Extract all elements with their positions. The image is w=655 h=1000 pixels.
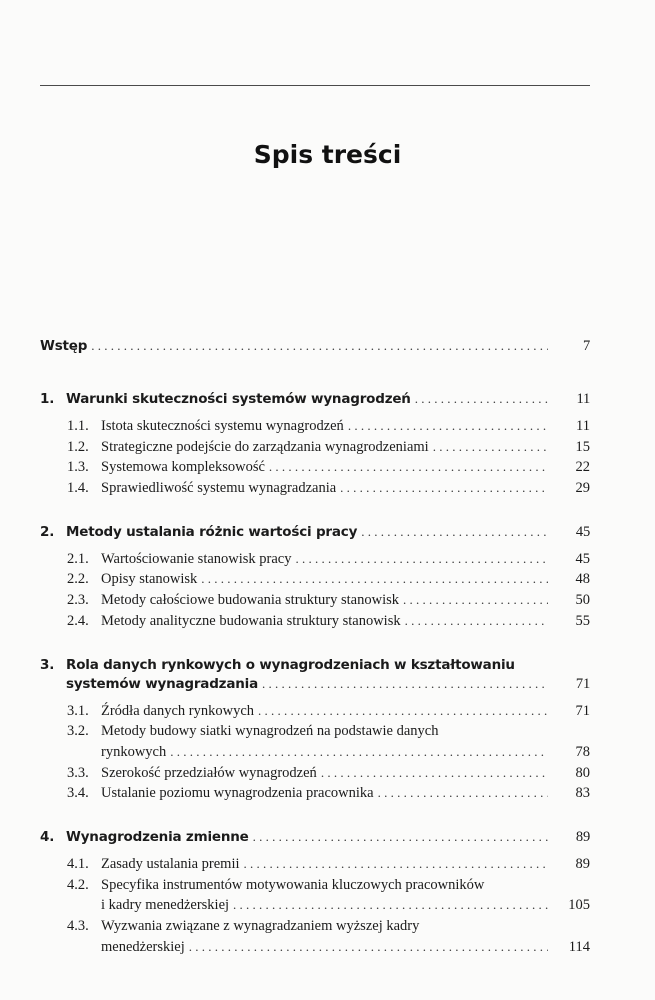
toc-chapter-heading[interactable] bbox=[40, 657, 590, 673]
toc-chapter-2 bbox=[40, 524, 590, 634]
dot-leader bbox=[269, 459, 548, 475]
toc-subsection-continued[interactable] bbox=[67, 939, 590, 960]
dot-leader bbox=[258, 703, 548, 719]
toc-page-number: 89 bbox=[575, 855, 590, 872]
toc-page-number: 71 bbox=[575, 702, 590, 719]
toc-subsection[interactable] bbox=[67, 459, 590, 480]
subsection-title: Metody analityczne budowania struktury stanowisk bbox=[101, 612, 401, 629]
toc-page-number: 45 bbox=[575, 550, 590, 567]
dot-leader bbox=[233, 897, 548, 913]
subsection-number: 3.4. bbox=[67, 785, 89, 802]
subsection-title: Sprawiedliwość systemu wynagradzania bbox=[101, 480, 337, 497]
toc-subsection[interactable] bbox=[67, 877, 590, 898]
dot-leader bbox=[378, 785, 548, 801]
dot-leader bbox=[415, 391, 548, 407]
chapter-title: Wynagrodzenia zmienne bbox=[66, 828, 249, 845]
toc-chapter-heading-continued[interactable] bbox=[40, 676, 590, 693]
toc-subsection-continued[interactable] bbox=[67, 897, 590, 918]
dot-leader bbox=[433, 439, 548, 455]
subsection-number: 3.3. bbox=[67, 764, 89, 781]
toc-subsection-continued[interactable] bbox=[67, 744, 590, 765]
subsection-number: 2.1. bbox=[67, 550, 89, 567]
toc-subsection[interactable] bbox=[67, 613, 590, 634]
toc-chapter-3 bbox=[40, 657, 590, 806]
toc-subsections bbox=[40, 418, 590, 501]
toc-entry-wstep[interactable] bbox=[40, 338, 590, 368]
subsection-number: 4.1. bbox=[67, 855, 89, 872]
toc-page-number: 78 bbox=[575, 743, 590, 760]
toc-page-number: 50 bbox=[575, 592, 590, 609]
toc-subsection[interactable] bbox=[67, 765, 590, 786]
subsection-title: Wartościowanie stanowisk pracy bbox=[101, 550, 292, 567]
toc-page-number: 55 bbox=[575, 612, 590, 629]
subsection-number: 2.2. bbox=[67, 571, 89, 588]
subsection-number: 3.1. bbox=[67, 702, 89, 719]
toc-chapter-heading[interactable] bbox=[40, 829, 590, 846]
subsection-title: Systemowa kompleksowość bbox=[101, 459, 265, 476]
subsection-number: 1.4. bbox=[67, 480, 89, 497]
toc-page-number: 11 bbox=[576, 391, 590, 407]
dot-leader bbox=[361, 524, 548, 540]
subsection-number: 4.2. bbox=[67, 876, 89, 893]
subsection-title-line-2: rynkowych bbox=[101, 743, 167, 760]
toc-page-number: 114 bbox=[568, 938, 590, 955]
toc-page-number: 71 bbox=[575, 675, 590, 692]
dot-leader bbox=[189, 939, 548, 955]
toc-page-number: 80 bbox=[575, 764, 590, 781]
chapter-title: Warunki skuteczności systemów wynagrodzeń bbox=[66, 391, 411, 407]
toc-subsection[interactable] bbox=[67, 480, 590, 501]
dot-leader bbox=[244, 856, 548, 872]
subsection-title-line-2: menedżerskiej bbox=[101, 938, 185, 955]
chapter-title-line-2: systemów wynagradzania bbox=[66, 675, 258, 692]
chapter-number: 3. bbox=[40, 656, 55, 673]
subsection-number: 4.3. bbox=[67, 918, 89, 934]
toc-chapter-1 bbox=[40, 391, 590, 501]
toc-page-number: 48 bbox=[575, 571, 590, 588]
toc-page-number: 29 bbox=[575, 480, 590, 497]
toc-subsection[interactable] bbox=[67, 551, 590, 572]
subsection-number: 3.2. bbox=[67, 723, 89, 740]
subsection-number: 1.2. bbox=[67, 438, 89, 455]
dot-leader bbox=[253, 829, 548, 845]
dot-leader bbox=[321, 765, 548, 781]
table-of-contents bbox=[40, 338, 590, 959]
subsection-title: Metody całościowe budowania struktury stanowisk bbox=[101, 592, 400, 609]
subsection-title: Szerokość przedziałów wynagrodzeń bbox=[101, 764, 317, 781]
toc-page-number: 11 bbox=[576, 418, 590, 434]
toc-subsection[interactable] bbox=[67, 785, 590, 806]
toc-subsection[interactable] bbox=[67, 703, 590, 724]
chapter-number: 1. bbox=[40, 391, 55, 407]
toc-chapter-heading[interactable] bbox=[40, 391, 590, 408]
subsection-number: 1.3. bbox=[67, 459, 89, 476]
subsection-number: 2.3. bbox=[67, 592, 89, 609]
dot-leader bbox=[403, 592, 548, 608]
subsection-title-line-2: i kadry menedżerskiej bbox=[101, 897, 230, 914]
chapter-number: 2. bbox=[40, 523, 55, 540]
toc-chapter-heading[interactable] bbox=[40, 524, 590, 541]
subsection-title: Istota skuteczności systemu wynagrodzeń bbox=[101, 418, 344, 434]
chapter-number: 4. bbox=[40, 828, 55, 845]
chapter-title-line-1: Rola danych rynkowych o wynagrodzeniach w kształtowaniu bbox=[66, 656, 515, 673]
subsection-title: Strategiczne podejście do zarządzania wynagrodzeniami bbox=[101, 438, 429, 455]
toc-chapter-4 bbox=[40, 829, 590, 959]
toc-subsection[interactable] bbox=[67, 856, 590, 877]
toc-page-number: 15 bbox=[575, 438, 590, 455]
toc-page-number: 89 bbox=[575, 828, 590, 845]
toc-subsection[interactable] bbox=[67, 723, 590, 744]
toc-subsection[interactable] bbox=[67, 592, 590, 613]
dot-leader bbox=[296, 551, 549, 567]
dot-leader bbox=[201, 571, 548, 587]
subsection-title-line-1: Specyfika instrumentów motywowania kluczowych pracowników bbox=[101, 876, 485, 893]
toc-subsection[interactable] bbox=[67, 571, 590, 592]
toc-subsections bbox=[40, 551, 590, 634]
subsection-title: Zasady ustalania premii bbox=[101, 855, 240, 872]
toc-page-number: 45 bbox=[575, 523, 590, 540]
top-rule bbox=[40, 85, 590, 86]
toc-page-number: 105 bbox=[568, 897, 590, 914]
subsection-number: 2.4. bbox=[67, 612, 89, 629]
subsection-title-line-1: Metody budowy siatki wynagrodzeń na podstawie danych bbox=[101, 723, 439, 740]
subsection-title-line-1: Wyzwania związane z wynagradzaniem wyższej kadry bbox=[101, 918, 420, 934]
dot-leader bbox=[91, 338, 548, 354]
toc-subsection[interactable] bbox=[67, 918, 590, 939]
dot-leader bbox=[262, 676, 548, 692]
toc-subsection[interactable] bbox=[67, 418, 590, 439]
chapter-title: Metody ustalania różnic wartości pracy bbox=[66, 523, 358, 540]
dot-leader bbox=[170, 744, 548, 760]
toc-page-number: 7 bbox=[582, 338, 590, 354]
toc-subsections bbox=[40, 703, 590, 806]
subsection-title: Źródła danych rynkowych bbox=[101, 702, 255, 719]
subsection-title: Ustalanie poziomu wynagrodzenia pracownika bbox=[101, 785, 374, 802]
toc-page-number: 22 bbox=[575, 459, 590, 476]
toc-subsection[interactable] bbox=[67, 439, 590, 460]
toc-subsections bbox=[40, 856, 590, 959]
subsection-number: 1.1. bbox=[67, 418, 89, 434]
dot-leader bbox=[340, 480, 548, 496]
dot-leader bbox=[348, 418, 548, 434]
toc-page-number: 83 bbox=[575, 785, 590, 802]
page-title: Spis treści bbox=[253, 140, 402, 169]
toc-entry-title: Wstęp bbox=[40, 338, 88, 354]
subsection-title: Opisy stanowisk bbox=[101, 571, 198, 588]
dot-leader bbox=[405, 613, 548, 629]
